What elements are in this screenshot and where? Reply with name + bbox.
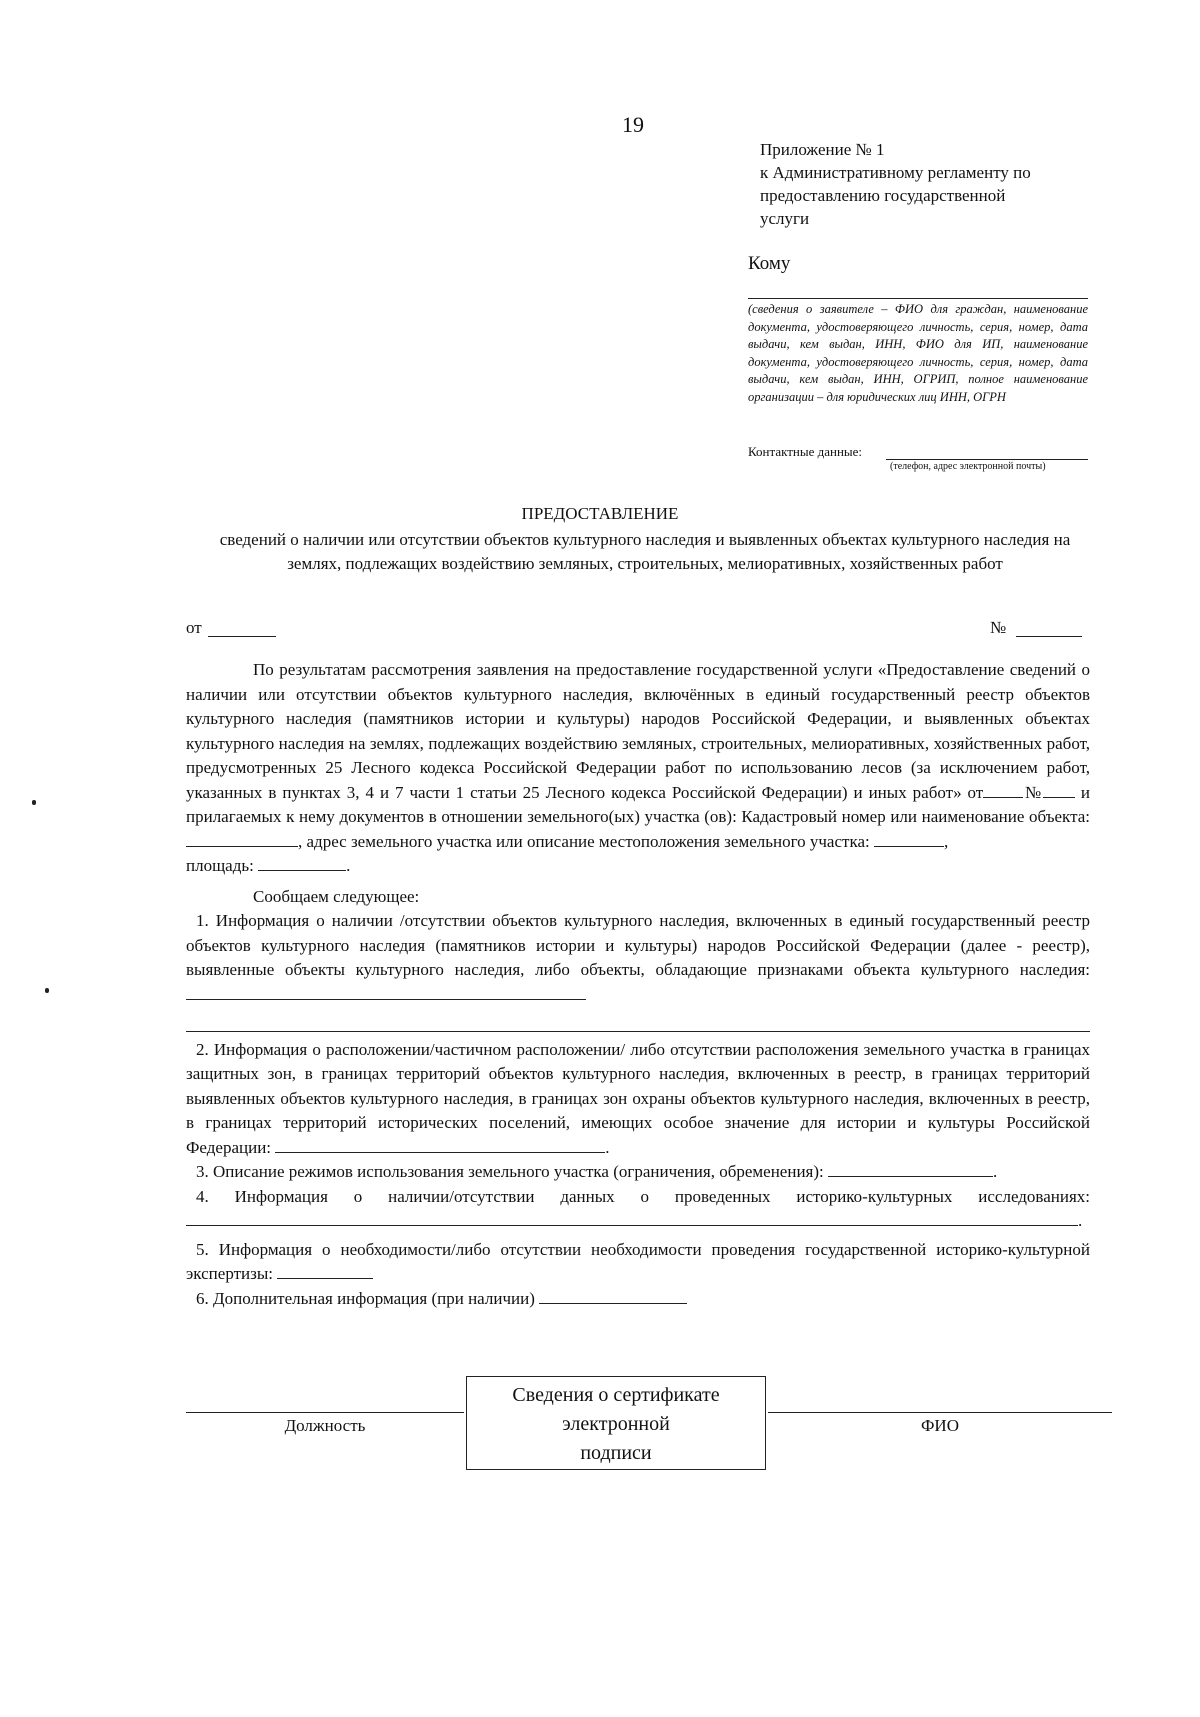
item-4 <box>186 1185 1090 1234</box>
cadastral-blank <box>186 845 298 847</box>
item-6 <box>186 1287 1090 1312</box>
name-signature-line <box>768 1412 1112 1413</box>
area-blank <box>258 869 346 871</box>
document-body <box>186 658 1090 1311</box>
annex-line-1: Приложение № 1 <box>760 140 885 159</box>
item-4-blank <box>186 1224 1078 1226</box>
item-5-blank <box>277 1277 373 1279</box>
area-paragraph <box>186 854 1090 879</box>
item-6-text: 6. Дополнительная информация (при наличии) <box>196 1288 535 1308</box>
item-3-text: 3. Описание режимов использования земельного участка (ограничения, обременения): <box>196 1162 824 1181</box>
application-number-blank <box>1043 796 1075 798</box>
intro-text-a: По результатам рассмотрения заявления на предоставление государственной услуги «Предоставление сведений о наличии или отсутствии объектов культурного наследия, включённых в единый государственный реестр объектов культурного наследия (памятников истории и культуры) народов Российской Федерации, и выявленных объектах культурного наследия на землях, подлежащих воздействию земляных, строительных, мелиоративных, хозяйственных работ, предусмотренных 25 Лесного кодекса Российской Федерации работ по использованию лесов (за исключением работ, указанных в пунктах 3, 4 и 7 части 1 статьи 25 Лесного кодекса Российской Федерации) и иных работ» от <box>186 660 1090 802</box>
date-label: от <box>186 618 202 637</box>
item-2 <box>186 1038 1090 1161</box>
scan-mark <box>32 800 36 805</box>
area-label: площадь: <box>186 856 254 875</box>
number-label: № <box>990 618 1007 637</box>
annex-header <box>760 138 1090 230</box>
item-2-blank <box>275 1151 605 1153</box>
item-3-blank <box>828 1175 993 1177</box>
position-signature-line <box>186 1412 464 1413</box>
item-2-end: . <box>605 1137 610 1157</box>
date-blank <box>208 636 276 637</box>
address-blank <box>874 845 944 847</box>
recipient-info-note: (сведения о заявителе – ФИО для граждан, наименование документа, удостоверяющего личность, серия, номер, дата выдачи, кем выдан, ИНН, ФИО для ИП, наименование документа, удостоверяющего личность, серия, номер, дата выдачи, кем выдан, ИНН, ОГРИП, полное наименование организации – для юридических лиц ИНН, ОГРН <box>748 302 1088 404</box>
item-3-end: . <box>993 1162 998 1181</box>
document-title: ПРЕДОСТАВЛЕНИЕ <box>521 504 679 523</box>
name-label: ФИО <box>921 1416 959 1435</box>
application-date-blank <box>983 796 1023 798</box>
recipient-line <box>748 298 1088 299</box>
item-1-text: 1. Информация о наличии /отсутствии объектов культурного наследия, включенных в единый государственный реестр объектов культурного наследия (памятников истории и культуры) народов Российской Федерации (далее - реестр), выявленные объекты культурного наследия, либо объекты, обладающие признаками объекта культурного наследия: <box>186 911 1090 979</box>
cert-line-2: электронной <box>562 1413 670 1435</box>
intro-text-c: , адрес земельного участка или описание местоположения земельного участка: <box>298 831 870 851</box>
item-1 <box>186 909 1090 1007</box>
area-end: . <box>346 856 351 875</box>
item-4-end: . <box>1078 1211 1083 1230</box>
item-2-text: 2. Информация о расположении/частичном расположении/ либо отсутствии расположения земельного участка в границах защитных зон, в границах территорий объектов культурного наследия, включенных в реестр, в границах территорий выявленных объектов культурного наследия, в границах зон охраны объектов культурного наследия, включенных в реестр, в границах территорий исторических поселений, имеющих особое значение для истории и культуры Российской Федерации: <box>186 1039 1090 1157</box>
number-blank <box>1016 636 1082 637</box>
position-label: Должность <box>284 1416 366 1435</box>
intro-paragraph <box>186 658 1090 854</box>
scan-mark <box>45 988 49 993</box>
item-5 <box>186 1238 1090 1287</box>
item-5-text: 5. Информация о необходимости/либо отсутствии необходимости проведения государственной историко-культурной экспертизы: <box>186 1239 1090 1283</box>
item-4-text: 4. Информация о наличии/отсутствии данных о проведенных историко-культурных исследованиях: <box>196 1186 1090 1206</box>
e-signature-certificate-box <box>466 1376 766 1470</box>
annex-line-4: услуги <box>760 209 810 228</box>
recipient-label: Кому <box>748 253 791 274</box>
intro-text-b: и прилагаемых к нему документов в отношении земельного(ых) участка (ов): Кадастровый номер или наименование объекта: <box>186 782 1090 826</box>
item-3 <box>186 1160 1090 1185</box>
contacts-line <box>886 459 1088 460</box>
page-number: 19 <box>622 112 644 137</box>
cert-line-3: подписи <box>580 1442 652 1464</box>
item-1-line <box>186 1007 1090 1032</box>
cert-line-1: Сведения о сертификате <box>512 1384 720 1406</box>
contacts-note: (телефон, адрес электронной почты) <box>890 461 1046 472</box>
document-subtitle: сведений о наличии или отсутствии объектов культурного наследия и выявленных объектах культурного наследия на землях, подлежащих воздействию земляных, строительных, мелиоративных, хозяйственных работ <box>219 530 1071 573</box>
annex-line-2: к Административному регламенту по <box>760 163 1031 182</box>
item-6-blank <box>539 1302 687 1304</box>
annex-line-3: предоставлению государственной <box>760 186 1006 205</box>
intro-text-d: , <box>943 831 949 851</box>
item-1-blank <box>186 998 586 1000</box>
intro-number-sign: № <box>1023 782 1043 802</box>
message-line: Сообщаем следующее: <box>253 886 420 906</box>
contacts-label: Контактные данные: <box>748 444 863 459</box>
